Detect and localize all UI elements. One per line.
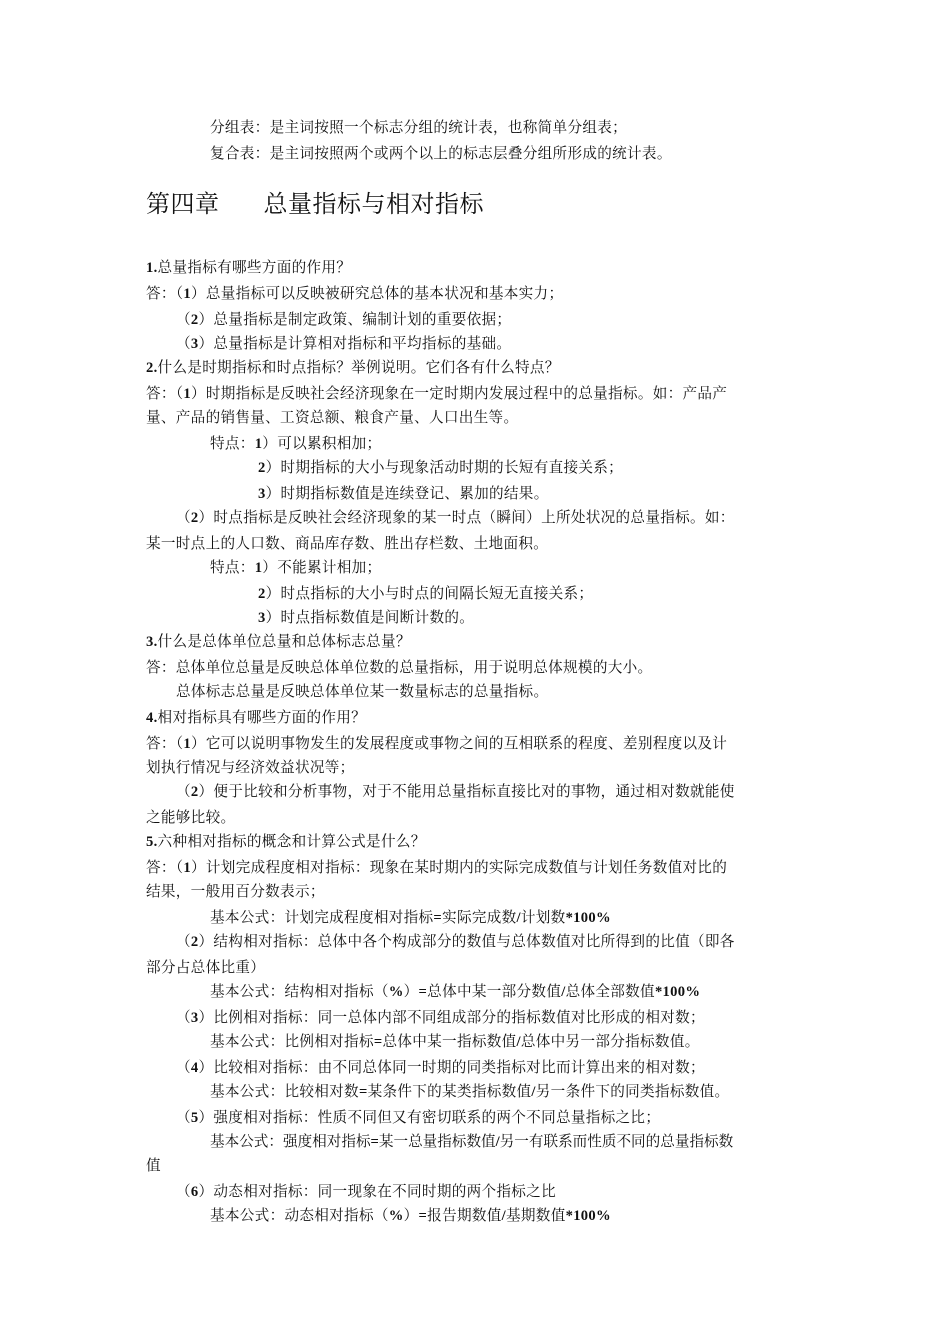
- formula-symbol: =: [358, 1084, 368, 1100]
- formula-symbol: /: [531, 1084, 536, 1100]
- formula-symbol: *100%: [654, 984, 701, 1000]
- answer-line: [146, 858, 727, 878]
- formula-line: [210, 1206, 611, 1226]
- answer-line: [176, 1182, 556, 1202]
- item-number: 3: [190, 336, 199, 352]
- question-text: 什么是时期指标和时点指标？举例说明。它们各有什么特点？: [157, 359, 560, 376]
- item-number: 1: [183, 860, 191, 876]
- formula-text: 基本公式：计划完成程度相对指标: [210, 909, 434, 926]
- feature-line: [210, 434, 381, 454]
- formula-text: ）: [403, 983, 419, 1000]
- feature-line: [258, 484, 549, 504]
- item-number: 2: [190, 784, 199, 800]
- answer-text: ）时点指标是反映社会经济现象的某一时点（瞬间）上所处状况的总量指标。如：: [198, 509, 735, 526]
- answer-line: 划执行情况与经济效益状况等；: [146, 759, 355, 776]
- item-number: 3: [190, 1010, 199, 1026]
- formula-symbol: =: [373, 1034, 383, 1050]
- answer-line: [176, 1108, 660, 1128]
- paren: （: [176, 933, 191, 950]
- feature-text: ）不能累计相加；: [262, 559, 382, 576]
- formula-text: 基本公式：动态相对指标（: [210, 1207, 389, 1224]
- feature-line: [258, 458, 623, 478]
- item-number: 2: [258, 586, 266, 602]
- formula-text: 报告期数值: [427, 1207, 502, 1224]
- formula-text: 某一总量指标数值: [378, 1133, 496, 1150]
- answer-text: ）比较相对指标：由不同总体同一时期的同类指标对比而计算出来的相对数；: [198, 1059, 705, 1076]
- formula-text: 总体中某一部分数值: [427, 983, 562, 1000]
- question-1: [146, 258, 351, 278]
- chapter-heading: [146, 189, 484, 219]
- paren: （: [176, 1109, 191, 1126]
- formula-text: 基本公式：结构相对指标（: [210, 983, 389, 1000]
- feature-text: ）时期指标的大小与现象活动时期的长短有直接关系；: [265, 459, 624, 476]
- answer-prefix: 答：（: [146, 285, 184, 302]
- answer-line: [146, 284, 563, 304]
- formula-text: 另一有联系而性质不同的总量指标数: [499, 1133, 734, 1150]
- question-text: 总量指标有哪些方面的作用？: [157, 259, 352, 276]
- answer-text: ）结构相对指标：总体中各个构成部分的数值与总体数值对比所得到的比值（即各: [198, 933, 735, 950]
- question-text: 六种相对指标的概念和计算公式是什么？: [157, 833, 426, 850]
- chapter-number: 第四章: [146, 190, 220, 218]
- answer-line: 结果，一般用百分数表示；: [146, 883, 325, 900]
- paren: （: [176, 335, 191, 352]
- item-number: 1: [183, 286, 191, 302]
- formula-symbol: /: [561, 984, 566, 1000]
- paren: （: [176, 1009, 191, 1026]
- item-number: 1: [254, 436, 263, 452]
- answer-prefix: 答：（: [146, 859, 184, 876]
- feature-line: [210, 558, 381, 578]
- formula-symbol: =: [418, 1208, 428, 1224]
- formula-symbol: /: [516, 1034, 521, 1050]
- paren: （: [176, 311, 191, 328]
- formula-symbol: =: [433, 910, 443, 926]
- formula-text: 实际完成数: [442, 909, 517, 926]
- answer-line: [176, 782, 735, 802]
- answer-line: 答：总体单位总量是反映总体单位数的总量指标，用于说明总体规模的大小。: [146, 659, 653, 676]
- item-number: 2: [190, 934, 199, 950]
- formula-symbol: *100%: [565, 910, 611, 926]
- answer-line: [176, 310, 511, 330]
- answer-text: ）计划完成程度相对指标：现象在某时期内的实际完成数值与计划任务数值对比的: [191, 859, 728, 876]
- paren: （: [176, 1183, 191, 1200]
- question-5: [146, 832, 426, 852]
- formula-symbol: /: [516, 910, 521, 926]
- item-number: 1: [254, 560, 263, 576]
- formula-symbol: *100%: [565, 1208, 611, 1224]
- paren: （: [176, 509, 191, 526]
- question-text: 什么是总体单位总量和总体标志总量？: [157, 633, 411, 650]
- answer-line: [146, 734, 727, 754]
- item-number: 5: [190, 1110, 199, 1126]
- feature-text: ）时点指标的大小与时点的间隔长短无直接关系；: [265, 585, 594, 602]
- formula-text: 总体中某一指标数值: [382, 1033, 517, 1050]
- formula-symbol: /: [495, 1134, 500, 1150]
- question-number: 5.: [146, 834, 158, 850]
- item-number: 1: [183, 386, 191, 402]
- item-number: 4: [190, 1060, 199, 1076]
- question-3: [146, 632, 411, 652]
- question-4: [146, 708, 366, 728]
- question-text: 相对指标具有哪些方面的作用？: [157, 709, 367, 726]
- answer-text: ）总量指标是制定政策、编制计划的重要依据；: [198, 311, 512, 328]
- paren: （: [176, 1059, 191, 1076]
- answer-line: [176, 1058, 705, 1078]
- answer-text: ）比例相对指标：同一总体内部不同组成部分的指标数值对比形成的相对数；: [198, 1009, 705, 1026]
- formula-text: 基本公式：比较相对数: [210, 1083, 359, 1100]
- answer-text: ）总量指标是计算相对指标和平均指标的基础。: [198, 335, 512, 352]
- item-number: 1: [183, 736, 191, 752]
- question-number: 3.: [146, 634, 158, 650]
- formula-text: 另一条件下的同类指标数值。: [535, 1083, 730, 1100]
- feature-line: [258, 608, 474, 628]
- formula-text: 计划数: [520, 909, 566, 926]
- answer-line: 部分占总体比重）: [146, 959, 266, 976]
- item-number: 2: [190, 312, 199, 328]
- answer-line: 之能够比较。: [146, 809, 236, 826]
- formula-text: 总体全部数值: [565, 983, 655, 1000]
- item-number: 2: [258, 460, 266, 476]
- formula-text: 某条件下的某类指标数值: [367, 1083, 532, 1100]
- question-number: 2.: [146, 360, 158, 376]
- answer-line: 某一时点上的人口数、商品库存数、胜出存栏数、土地面积。: [146, 535, 549, 552]
- formula-line: [210, 1132, 733, 1152]
- formula-line: [210, 1032, 700, 1052]
- feature-text: ）时点指标数值是间断计数的。: [265, 609, 475, 626]
- feature-label: 特点：: [210, 559, 255, 576]
- answer-line: [146, 384, 727, 404]
- formula-text: 基期数值: [506, 1207, 566, 1224]
- formula-line: [210, 1082, 729, 1102]
- paren: （: [176, 783, 191, 800]
- formula-line: 值: [146, 1157, 161, 1174]
- answer-line: [176, 334, 511, 354]
- answer-prefix: 答：（: [146, 385, 184, 402]
- formula-text: 基本公式：比例相对指标: [210, 1033, 374, 1050]
- feature-line: [258, 584, 593, 604]
- question-number: 1.: [146, 260, 158, 276]
- answer-text: ）时期指标是反映社会经济现象在一定时期内发展过程中的总量指标。如：产品产: [191, 385, 728, 402]
- formula-text: ）: [403, 1207, 419, 1224]
- item-number: 3: [258, 610, 266, 626]
- answer-line: [176, 932, 735, 952]
- feature-label: 特点：: [210, 435, 255, 452]
- item-number: 2: [190, 510, 199, 526]
- question-2: [146, 358, 560, 378]
- formula-line: [210, 982, 700, 1002]
- answer-line: [176, 1008, 705, 1028]
- item-number: 6: [190, 1184, 199, 1200]
- formula-symbol: =: [370, 1134, 379, 1150]
- formula-symbol: %: [388, 1208, 404, 1224]
- answer-text: ）它可以说明事物发生的发展程度或事物之间的互相联系的程度、差别程度以及计: [191, 735, 728, 752]
- formula-symbol: =: [418, 984, 428, 1000]
- answer-line: [176, 508, 735, 528]
- formula-line: [210, 908, 611, 928]
- answer-text: ）强度相对指标：性质不同但又有密切联系的两个不同总量指标之比；: [198, 1109, 661, 1126]
- answer-text: ）总量指标可以反映被研究总体的基本状况和基本实力；: [191, 285, 564, 302]
- formula-text: 基本公式：强度相对指标: [210, 1133, 371, 1150]
- question-number: 4.: [146, 710, 158, 726]
- answer-line: 总体标志总量是反映总体单位某一数量标志的总量指标。: [176, 683, 549, 700]
- answer-line: 量、产品的销售量、工资总额、粮食产量、人口出生等。: [146, 409, 519, 426]
- feature-text: ）可以累积相加；: [262, 435, 382, 452]
- answer-prefix: 答：（: [146, 735, 184, 752]
- formula-symbol: /: [501, 1208, 507, 1224]
- feature-text: ）时期指标数值是连续登记、累加的结果。: [265, 485, 549, 502]
- formula-symbol: %: [388, 984, 404, 1000]
- item-number: 3: [258, 486, 266, 502]
- answer-text: ）便于比较和分析事物，对于不能用总量指标直接比对的事物，通过相对数就能使: [198, 783, 735, 800]
- answer-text: ）动态相对指标：同一现象在不同时期的两个指标之比: [198, 1183, 556, 1200]
- chapter-title: 总量指标与相对指标: [263, 190, 484, 218]
- formula-text: 总体中另一部分指标数值。: [520, 1033, 700, 1050]
- paragraph-compound-table: 复合表：是主词按照两个或两个以上的标志层叠分组所形成的统计表。: [210, 145, 672, 162]
- paragraph-group-table: 分组表：是主词按照一个标志分组的统计表，也称简单分组表；: [210, 119, 628, 136]
